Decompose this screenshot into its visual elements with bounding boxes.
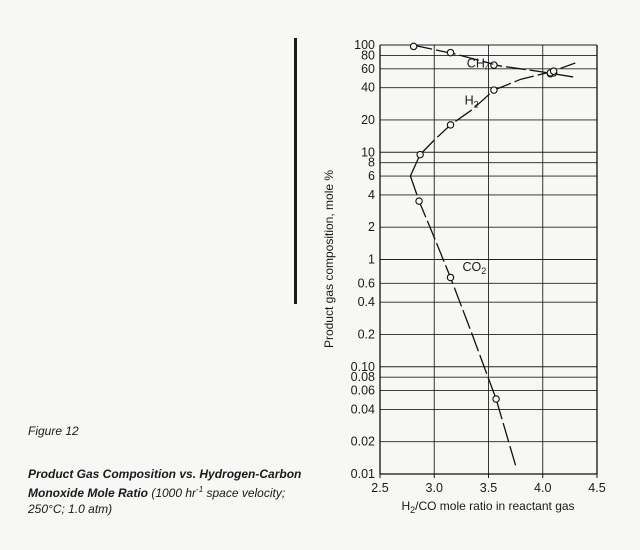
y-tick-label: 100 [354,38,375,52]
y-tick-label: 0.08 [350,370,375,385]
y-tick-label: 1 [368,252,375,267]
caption-title: Product Gas Composition vs. Hydrogen-Carbon Monoxide Mole Ratio [28,467,302,500]
y-tick-label: 80 [361,48,375,63]
y-tick-label: 20 [361,112,375,127]
y-tick-label: 40 [361,80,375,95]
figure-number: Figure 12 [28,424,79,438]
y-tick-label: 0.01 [350,467,375,481]
y-tick-label: 4 [368,187,375,202]
series-group [410,43,575,465]
h2-data-point [491,87,497,93]
x-tick-label: 4.0 [534,481,552,495]
co2-curve [410,176,515,466]
x-tick-labels [371,474,605,495]
h2-series-label: $H_2$ [464,93,479,110]
y-tick-label: 0.10 [350,359,375,374]
y-axis-title: Product gas composition, mole % [322,169,336,349]
co2-data-point [447,274,453,280]
ch4-data-point [447,49,453,55]
ch4-data-point [410,43,416,49]
y-tick-label: 0.04 [350,402,375,417]
x-tick-label: 2.5 [371,481,389,495]
x-axis-title: $H_2/CO$ mole ratio in reactant gas [401,499,575,515]
y-tick-label: 0.4 [357,295,375,310]
y-tick-label: 0.06 [350,383,375,398]
caption-conditions-b: space velocity; 250°C; 1.0 atm) [28,486,286,516]
figure-caption [28,466,318,517]
y-tick-label: 60 [361,61,375,76]
grid-lines [380,45,597,474]
y-tick-label: 0.2 [357,327,375,342]
ch4-series-label: $CH_4-$ [466,56,495,73]
y-tick-label: 2 [368,220,375,235]
x-tick-label: 3.5 [479,481,498,495]
y-tick-labels [351,38,375,481]
h2-data-point [550,68,556,74]
x-tick-label: 3.0 [425,481,443,495]
y-tick-label: 10 [361,145,375,160]
caption-conditions-a: (1000 hr [148,486,197,500]
y-tick-label: 6 [368,169,375,184]
co2-data-point [416,198,422,204]
caption-superscript: -1 [196,485,204,494]
y-tick-label: 8 [368,155,375,170]
h2-data-point [417,151,423,157]
y-tick-label: 0.6 [357,276,375,291]
x-tick-label: 4.5 [588,481,606,495]
co2-data-point [493,396,499,402]
h2-curve [410,63,575,176]
co2-series-label: $CO_2$ [462,260,487,277]
y-tick-label: 0.02 [350,434,375,449]
h2-data-point [447,122,453,128]
